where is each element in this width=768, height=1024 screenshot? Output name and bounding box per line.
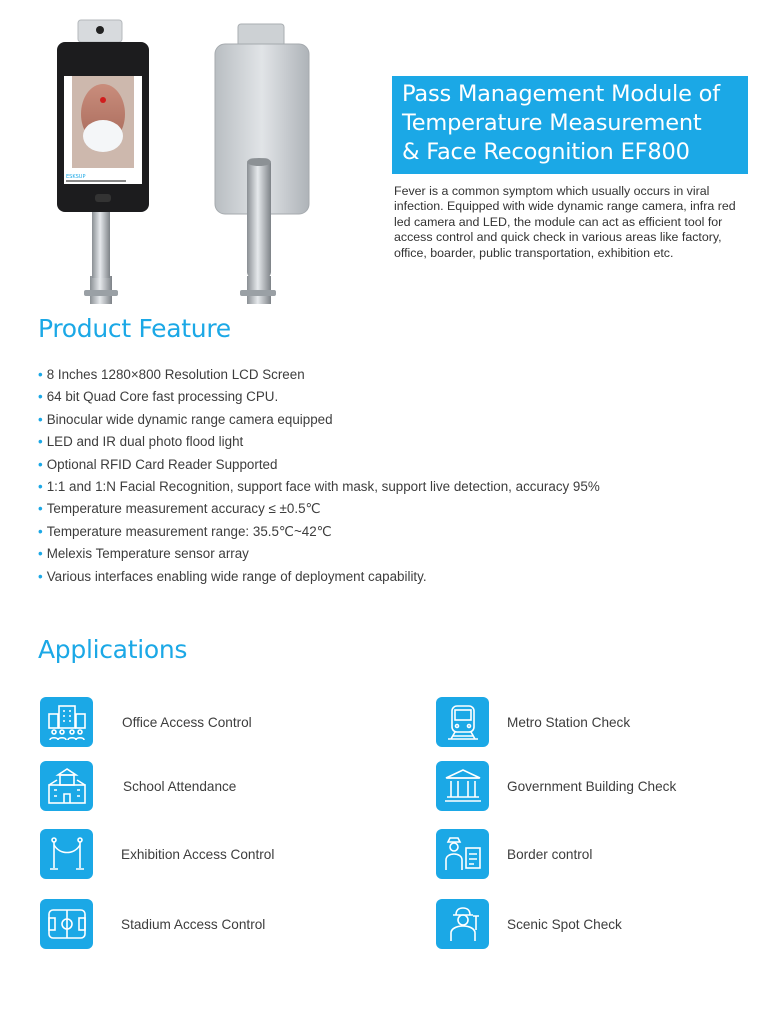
border-officer-icon <box>436 829 489 879</box>
app-label: Border control <box>507 846 593 862</box>
app-label: Scenic Spot Check <box>507 916 622 932</box>
feature-item: • 1:1 and 1:N Facial Recognition, support face with mask, support live detection, accuracy 95% <box>38 479 600 495</box>
product-device-illustration <box>40 18 320 304</box>
bullet-icon: • <box>38 367 43 382</box>
stadium-field-icon <box>40 899 93 949</box>
feature-item: • Optional RFID Card Reader Supported <box>38 456 278 472</box>
title-line-2: Temperature Measurement <box>402 110 702 136</box>
app-item-stadium <box>40 898 265 950</box>
title-line-1: Pass Management Module of <box>402 81 720 107</box>
feature-item: • 8 Inches 1280×800 Resolution LCD Screen <box>38 367 305 382</box>
app-item-office <box>40 696 252 748</box>
feature-item: • 64 bit Quad Core fast processing CPU. <box>38 389 279 405</box>
app-label: Stadium Access Control <box>121 916 266 932</box>
app-label: Exhibition Access Control <box>121 846 275 862</box>
tour-guide-icon <box>436 899 489 949</box>
bullet-icon: • <box>38 568 43 584</box>
bullet-icon: • <box>38 456 43 472</box>
app-label: Office Access Control <box>122 714 252 730</box>
office-building-icon <box>40 697 93 747</box>
feature-item: • Temperature measurement range: 35.5℃~42℃ <box>38 523 332 539</box>
bullet-icon: • <box>38 389 43 405</box>
feature-item: • Temperature measurement accuracy ≤ ±0.5℃ <box>38 501 321 517</box>
feature-item: • Various interfaces enabling wide range of deployment capability. <box>38 568 427 584</box>
app-item-exhibition <box>40 828 274 880</box>
app-item-school <box>40 760 236 812</box>
government-building-icon <box>436 761 489 811</box>
app-item-scenic <box>436 898 622 950</box>
feature-item: • Melexis Temperature sensor array <box>38 546 249 562</box>
applications-heading: Applications <box>38 635 188 664</box>
app-label: School Attendance <box>123 778 237 794</box>
bullet-icon: • <box>38 434 43 450</box>
bullet-icon: • <box>38 411 43 427</box>
intro-paragraph: Fever is a common symptom which usually occurs in viral infection. Equipped with wide dynamic range camera, infra red led camera and LED, the module can act as efficient tool for access control and quick check in various areas like factory, office, boarder, public transportation, exhibition etc. <box>394 184 736 260</box>
device-brand-text: ESKSUP <box>66 174 86 180</box>
bullet-icon: • <box>38 501 43 517</box>
app-label: Metro Station Check <box>507 714 631 730</box>
app-item-border <box>436 828 592 880</box>
feature-list <box>38 364 738 588</box>
school-building-icon <box>40 761 93 811</box>
rope-barrier-icon <box>40 829 93 879</box>
bullet-icon: • <box>38 546 43 562</box>
feature-item: • LED and IR dual photo flood light <box>38 434 244 450</box>
app-label: Government Building Check <box>507 778 677 794</box>
product-image <box>40 18 320 304</box>
bullet-icon: • <box>38 479 43 495</box>
metro-train-icon <box>436 697 489 747</box>
bullet-icon: • <box>38 523 43 539</box>
product-title-box <box>392 76 748 174</box>
feature-item: • Binocular wide dynamic range camera equipped <box>38 411 333 427</box>
app-item-government <box>436 760 676 812</box>
app-item-metro <box>436 696 630 748</box>
title-line-3: & Face Recognition EF800 <box>402 139 690 165</box>
product-feature-heading: Product Feature <box>38 314 231 343</box>
